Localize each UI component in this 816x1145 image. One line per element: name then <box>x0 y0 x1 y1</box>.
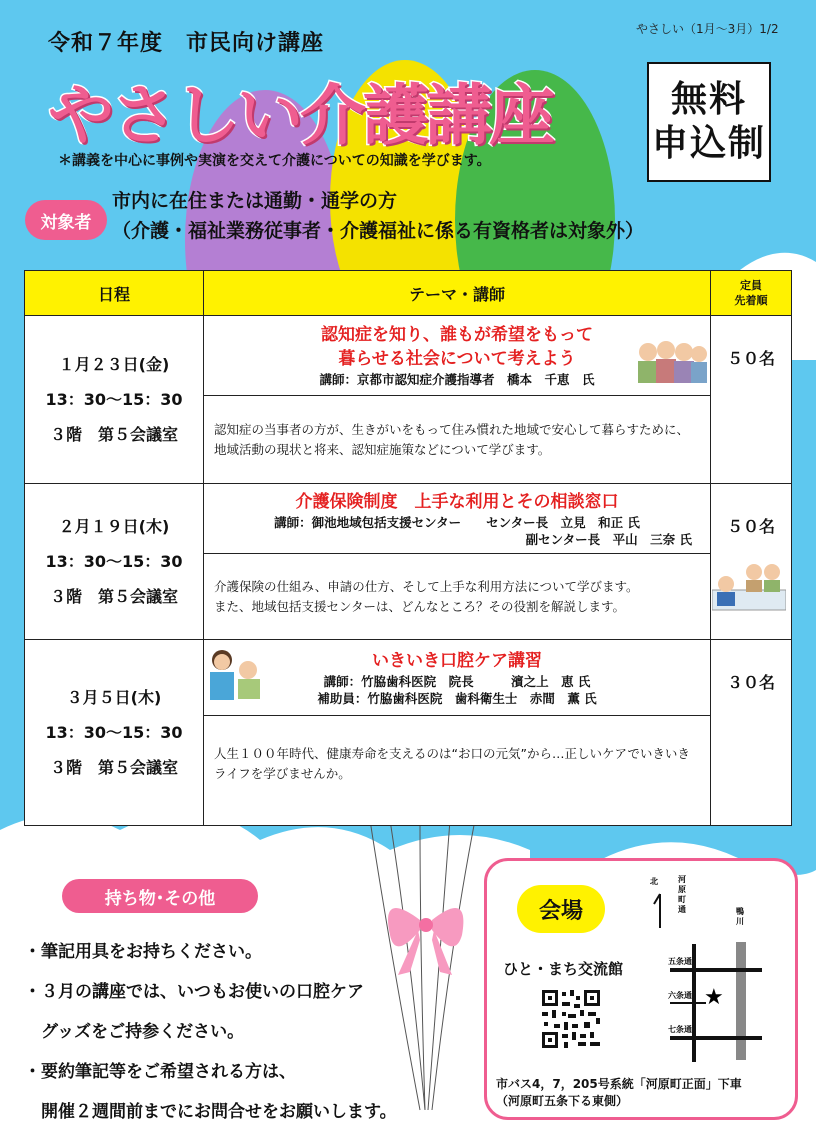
river-kamogawa <box>736 942 746 1060</box>
session-theme-2: 暮らせる社会について考えよう <box>338 349 576 369</box>
session-date-cell <box>25 316 204 484</box>
session-room: ３階 第５会議室 <box>49 425 178 444</box>
items-badge: 持ち物･その他 <box>62 879 258 913</box>
target-line-2: （介護・福祉業務従事者・介護福祉に係る有資格者は対象外） <box>112 220 645 242</box>
venue-star-icon: ★ <box>704 985 724 1010</box>
north-arrow-icon <box>654 894 660 928</box>
venue-badge: 会場 <box>517 885 605 933</box>
seniors-illustration-icon <box>634 336 708 386</box>
session-theme: 介護保険制度 上手な利用とその相談窓口 <box>295 491 619 512</box>
session-time: 13：30～15：30 <box>45 552 183 571</box>
header-date: 日程 <box>25 271 204 316</box>
session-lecturer: 講師：竹脇歯科医院 院長 濱之上 恵 氏 <box>323 673 591 689</box>
map-rokujo-label: 六条通 <box>668 991 692 1000</box>
session-date: ２月１９日(木) <box>58 517 170 536</box>
session-capacity: ５０名 <box>711 316 792 484</box>
map-gojo-label: 五条通 <box>668 957 692 966</box>
bus-line-1: 市バス4，7，205号系統「河原町正面」下車 <box>496 1077 742 1091</box>
session-theme: 認知症を知り、誰もが希望をもって <box>321 325 593 345</box>
session-room: ３階 第５会議室 <box>49 758 178 777</box>
venue-name: ひと・まち交流館 <box>503 960 624 978</box>
schedule-table <box>24 270 792 826</box>
header-capacity-1: 定員 <box>740 279 762 292</box>
map-north-label: 北 <box>650 877 658 886</box>
page-indicator: やさしい（1月～3月）1/2 <box>636 22 779 36</box>
dental-care-illustration-icon <box>204 644 264 704</box>
free-label: 無料 <box>670 79 747 120</box>
session-lecturer: 講師：京都市認知症介護指導者 橋本 千恵 氏 <box>319 372 595 387</box>
session-room: ３階 第５会議室 <box>49 587 178 606</box>
session-time: 13：30～15：30 <box>45 723 183 742</box>
session-lecturer-2: 補助員：竹脇歯科医院 歯科衛生士 赤間 薫 氏 <box>317 690 597 706</box>
registration-label: 申込制 <box>651 123 766 164</box>
svg-text:原: 原 <box>678 885 686 894</box>
session-lecturer: 講師：御池地域包括支援センター センター長 立見 和正 氏 <box>274 514 640 530</box>
list-item: ・要約筆記等をご希望される方は、 <box>24 1062 296 1082</box>
session-theme-cell <box>204 484 711 554</box>
target-text <box>112 186 644 246</box>
list-item: ・３月の講座では、いつもお使いの口腔ケア <box>24 982 364 1002</box>
bus-line-2: （河原町五条下る東側） <box>496 1094 629 1108</box>
session-description: 認知症の当事者の方が、生きがいをもって住み慣れた地域で安心して暮らすために、地域活動の現状と将来、認知症施策などについて学びます。 <box>204 396 711 484</box>
target-line-1: 市内に在住または通勤・通学の方 <box>112 190 398 212</box>
svg-text:通: 通 <box>678 905 686 914</box>
intro-text: ＊講義を中心に事例や実演を交えて介護についての知識を学びます。 <box>58 153 491 169</box>
session-date: ３月５日(木) <box>66 688 162 707</box>
session-capacity: ３０名 <box>711 640 792 826</box>
session-theme-cell <box>204 316 711 396</box>
map-shichijo-label: 七条通 <box>668 1025 692 1034</box>
header-theme: テーマ・講師 <box>204 271 711 316</box>
table-row <box>25 640 792 716</box>
list-item: グッズをご持参ください。 <box>24 1022 245 1042</box>
access-map <box>640 872 770 1062</box>
map-street-label: 河 <box>678 875 686 884</box>
table-row <box>25 316 792 396</box>
session-description-text: 介護保険の仕組み、申請の仕方、そして上手な利用方法について学びます。また、地域包括支援センターは、どんなところ？その役割を解説します。 <box>214 578 639 614</box>
session-theme: いきいき口腔ケア講習 <box>372 650 542 671</box>
free-registration-box <box>647 62 771 182</box>
session-date: １月２３日(金) <box>58 355 170 374</box>
header-capacity-2: 先着順 <box>734 294 768 307</box>
bus-directions <box>496 1076 742 1110</box>
svg-text:川: 川 <box>736 917 744 926</box>
items-list <box>24 932 397 1132</box>
header-line: 令和７年度 市民向け講座 <box>48 31 325 56</box>
target-badge: 対象者 <box>25 200 107 240</box>
qr-code-icon <box>540 988 602 1050</box>
session-description <box>204 554 711 640</box>
session-capacity: ５０名 <box>711 484 792 640</box>
session-date-cell <box>25 640 204 826</box>
session-lecturer-2: 副センター長 平山 三奈 氏 <box>525 531 692 547</box>
table-header-row <box>25 271 792 316</box>
map-river-label: 鴨 <box>736 907 744 916</box>
page-title: やさしい介護講座 <box>48 77 552 154</box>
svg-text:町: 町 <box>678 895 686 904</box>
header-capacity <box>711 271 792 316</box>
session-description: 人生１００年時代、健康寿命を支えるのは“お口の元気”から…正しいケアでいきいきライフを学びませんか。 <box>204 716 711 826</box>
table-row <box>25 484 792 554</box>
session-date-cell <box>25 484 204 640</box>
list-item: ・筆記用具をお持ちください。 <box>24 942 262 962</box>
session-time: 13：30～15：30 <box>45 390 183 409</box>
consultation-illustration-icon <box>712 560 786 612</box>
list-item: 開催２週間前までにお問合せをお願いします。 <box>24 1102 397 1122</box>
session-theme-cell <box>204 640 711 716</box>
